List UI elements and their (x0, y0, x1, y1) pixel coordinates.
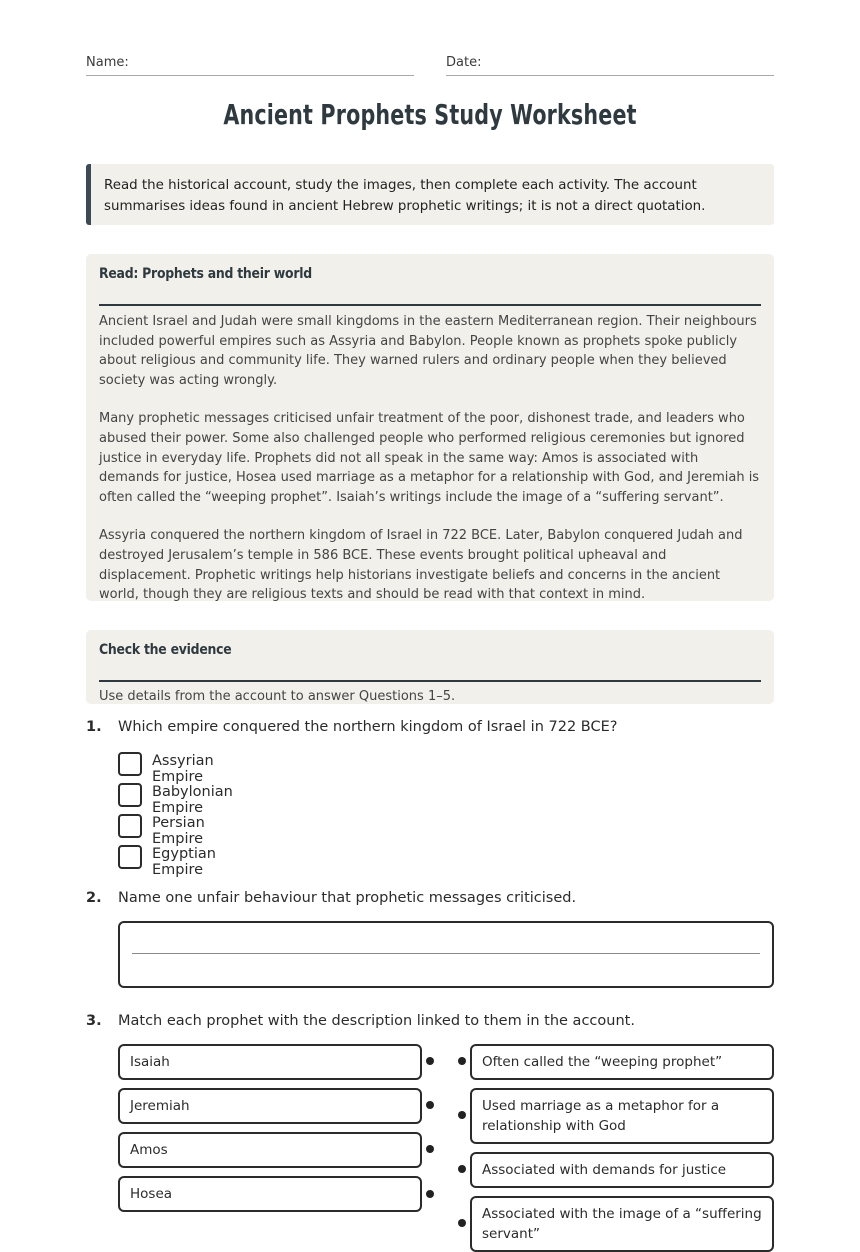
evidence-heading: Check the evidence (99, 642, 761, 682)
description-marriage-metaphor[interactable]: Used marriage as a metaphor for a relationship with God (470, 1088, 774, 1144)
reading-paragraph-3: Assyria conquered the northern kingdom of Israel in 722 BCE. Later, Babylon conquered Judah and destroyed Jerusalem’s temple in 586 BCE. These events brought political upheaval and displacement. Prophetic writings help historians investigate beliefs and concerns in the ancient world, though they are religious texts and should be read with that context in mind. (99, 528, 743, 603)
checkbox[interactable] (118, 752, 142, 776)
reading-heading: Read: Prophets and their world (99, 266, 761, 306)
match-dot[interactable] (458, 1111, 466, 1119)
answer-line (132, 953, 760, 954)
reading-panel (86, 254, 774, 601)
intro-callout: Read the historical account, study the images, then complete each activity. The account summarises ideas found in ancient Hebrew prophetic writings; it is not a direct quotation. (86, 164, 774, 225)
option-label: Babylonian Empire (152, 784, 233, 816)
match-dot[interactable] (458, 1219, 466, 1227)
option-label: Egyptian Empire (152, 846, 216, 878)
match-dot[interactable] (426, 1101, 434, 1109)
reading-paragraph-1: Ancient Israel and Judah were small kingdoms in the eastern Mediterranean region. Their neighbours included powerful empires such as Assyria and Babylon. People known as prophets spoke publicly about religious and community life. They warned rulers and ordinary people when they believed society was acting wrongly. (99, 314, 757, 388)
option-label: Persian Empire (152, 815, 205, 847)
date-label: Date: (446, 55, 482, 70)
evidence-panel (86, 630, 774, 704)
question-text: Which empire conquered the northern kingdom of Israel in 722 BCE? (118, 719, 618, 735)
prophet-amos[interactable]: Amos (118, 1132, 422, 1168)
question-number: 2. (86, 890, 102, 906)
checkbox[interactable] (118, 845, 142, 869)
question-text: Name one unfair behaviour that prophetic messages criticised. (118, 890, 577, 906)
match-dot[interactable] (426, 1057, 434, 1065)
date-field[interactable] (446, 54, 774, 76)
option-label: Assyrian Empire (152, 753, 214, 785)
prophet-hosea[interactable]: Hosea (118, 1176, 422, 1212)
match-dot[interactable] (426, 1145, 434, 1153)
question-number: 3. (86, 1013, 102, 1029)
name-field[interactable] (86, 54, 414, 76)
checkbox[interactable] (118, 783, 142, 807)
checkbox[interactable] (118, 814, 142, 838)
reading-paragraph-2: Many prophetic messages criticised unfair treatment of the poor, dishonest trade, and leaders who abused their power. Some also challenged people who performed religious ceremonies but ignored justice in everyday life. Prophets did not all speak in the same way: Amos is associated with demands for justice, Hosea used marriage as a metaphor for a relationship with God, and Jeremiah is often called the “weeping prophet”. Isaiah’s writings include the image of a “suffering servant”. (99, 411, 760, 505)
match-dot[interactable] (458, 1165, 466, 1173)
prophet-isaiah[interactable]: Isaiah (118, 1044, 422, 1080)
header-fields (86, 54, 774, 76)
description-suffering-servant[interactable]: Associated with the image of a “suffering servant” (470, 1196, 774, 1252)
name-label: Name: (86, 55, 129, 70)
description-justice[interactable]: Associated with demands for justice (470, 1152, 774, 1188)
match-dot[interactable] (458, 1057, 466, 1065)
evidence-instructions: Use details from the account to answer Questions 1–5. (99, 689, 456, 704)
question-number: 1. (86, 719, 102, 735)
match-dot[interactable] (426, 1190, 434, 1198)
prophet-jeremiah[interactable]: Jeremiah (118, 1088, 422, 1124)
description-weeping-prophet[interactable]: Often called the “weeping prophet” (470, 1044, 774, 1080)
question-text: Match each prophet with the description linked to them in the account. (118, 1013, 635, 1029)
page-title: Ancient Prophets Study Worksheet (223, 98, 637, 131)
answer-box[interactable] (118, 921, 774, 988)
